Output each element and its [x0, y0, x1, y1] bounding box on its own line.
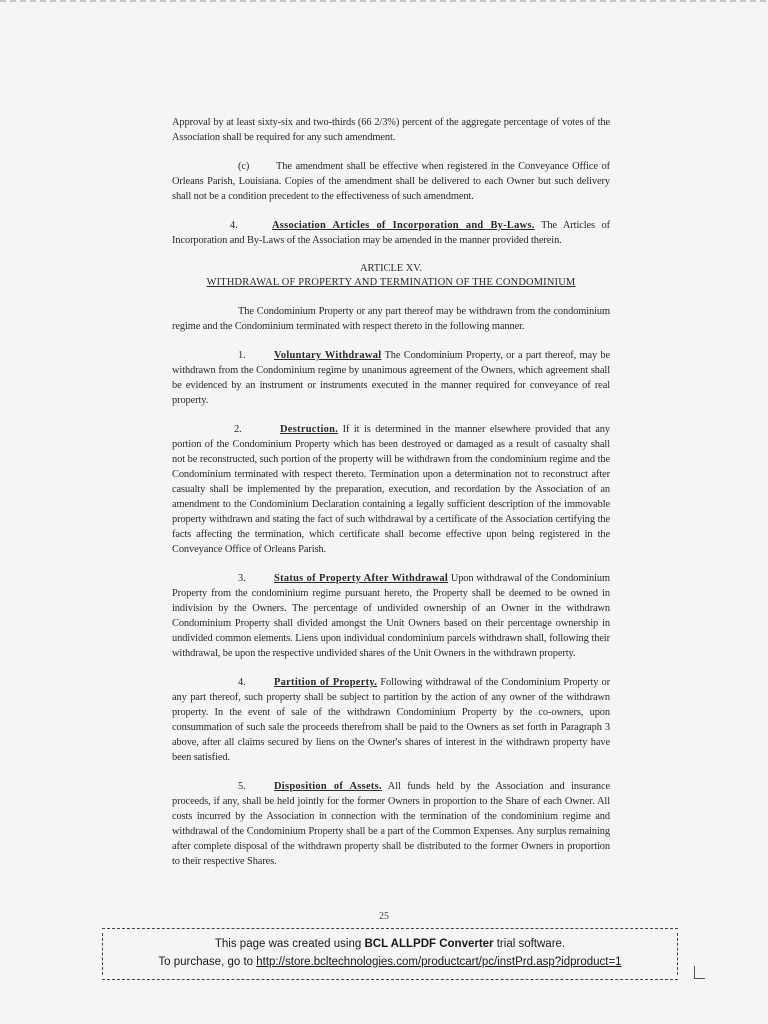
section-destruction: [172, 422, 610, 557]
section-number: 3.: [238, 573, 246, 584]
scan-top-edge: [0, 0, 768, 2]
intro-text: The Condominium Property or any part thereof may be withdrawn from the condominium regime and the Condominium terminated with respect thereto in the following manner.: [172, 306, 610, 332]
section-disposition: [172, 779, 610, 869]
paragraph-number: 4.: [230, 220, 238, 231]
section-text: Following withdrawal of the Condominium Property or any part thereof, such property shall be subject to partition by the action of any owner of the withdrawn property. In the event of sale of the withdrawn Condominium Property by the co-owners, upon consummation of such sale the proceeds therefrom shall be paid to the Owners as set forth in Paragraph 3 above, after all claims secured by liens on the Owner's shares of interest in the withdrawn property have been satisfied.: [172, 677, 610, 763]
purchase-prefix: To purchase, go to: [158, 956, 257, 968]
article-intro: [172, 304, 610, 334]
section-voluntary-withdrawal: [172, 348, 610, 408]
paragraph-label: (c): [238, 161, 250, 172]
section-status-of-property: [172, 571, 610, 661]
paragraph-text: The amendment shall be effective when registered in the Conveyance Office of Orleans Parish, Louisiana. Copies of the amendment shall be delivered to each Owner but such delivery shall not be a condition precedent to the effectiveness of such amendment.: [172, 161, 610, 202]
purchase-line: [102, 956, 678, 968]
product-name: BCL ALLPDF Converter: [364, 938, 494, 950]
paragraph-text: The Articles of Incorporation and By-Laws of the Association may be amended in the manner provided therein.: [172, 220, 611, 246]
trial-notice-line: [102, 938, 678, 950]
section-number: 5.: [238, 781, 246, 792]
section-number: 2.: [234, 424, 242, 435]
paragraph-c: [172, 159, 610, 204]
article-subtitle: WITHDRAWAL OF PROPERTY AND TERMINATION OF THE CONDOMINIUM: [206, 277, 576, 288]
paragraph-heading: Association Articles of Incorporation and By-Laws.: [272, 220, 535, 231]
paragraph-text: Approval by at least sixty-six and two-thirds (66 2/3%) percent of the aggregate percentage of votes of the Association shall be required for any such amendment.: [172, 117, 610, 143]
section-number: 4.: [238, 677, 246, 688]
section-text: If it is determined in the manner elsewhere provided that any portion of the Condominium Property which has been destroyed or damaged as a result of casualty shall not be reconstructed, such portion of the property will be withdrawn from the condominium regime and the Condominium terminated with respect thereto. Termination upon a determination not to reconstruct after casualty shall be implemented by the preparation, execution, and recordation by the Association of an amendment to the Condominium Declaration containing a legally sufficient description of the immovable property withdrawn and stating the fact of such withdrawal by a certificate of the Association certifying the facts affecting the termination, which certificate shall become effective upon being registered in the Conveyance Office of Orleans Parish.: [172, 424, 610, 555]
section-partition: [172, 675, 610, 765]
section-heading: Status of Property After Withdrawal: [274, 573, 449, 584]
page-number: 25: [379, 911, 389, 922]
scan-corner-mark: [694, 966, 705, 979]
section-heading: Disposition of Assets.: [274, 781, 382, 792]
paragraph-4-articles: [172, 218, 610, 248]
section-heading: Partition of Property.: [274, 677, 378, 688]
section-text: The Condominium Property, or a part thereof, may be withdrawn from the Condominium regime by unanimous agreement of the Owners, which agreement shall be evidenced by an instrument or instruments executed in the manner required for conveyance of real property.: [172, 350, 610, 406]
section-number: 1.: [238, 350, 246, 361]
paragraph-approval: [172, 115, 610, 145]
section-text: All funds held by the Association and insurance proceeds, if any, shall be held jointly for the former Owners in proportion to the Share of each Owner. All costs incurred by the Association in connection with the termination of the condominium regime and withdrawal of the Condominium Property shall be a part of the Common Expenses. Any surplus remaining after complete disposal of the withdrawn property shall be distributed to the former Owners in proportion to their respective Shares.: [172, 781, 610, 867]
trial-notice-prefix: This page was created using: [214, 938, 365, 950]
document-page: [172, 115, 610, 883]
purchase-link[interactable]: http://store.bcltechnologies.com/productcart/pc/instPrd.asp?idproduct=1: [256, 956, 622, 968]
trial-software-banner: [102, 928, 678, 980]
section-heading: Voluntary Withdrawal: [274, 350, 382, 361]
section-heading: Destruction.: [280, 424, 339, 435]
trial-notice-suffix: trial software.: [493, 938, 566, 950]
article-title: ARTICLE XV.: [359, 263, 423, 274]
section-text: Upon withdrawal of the Condominium Property from the condominium regime pursuant hereto, the Property shall be deemed to be owned in indivision by the Owners. The percentage of undivided ownership of an Owner in the withdrawn Condominium Property shall divided amongst the Unit Owners based on their percentage ownership in undivided common elements. Liens upon individual condominium parcels withdrawn shall, following their withdrawal, be upon the respective undivided shares of the Unit Owners in the withdrawn property.: [172, 573, 610, 659]
